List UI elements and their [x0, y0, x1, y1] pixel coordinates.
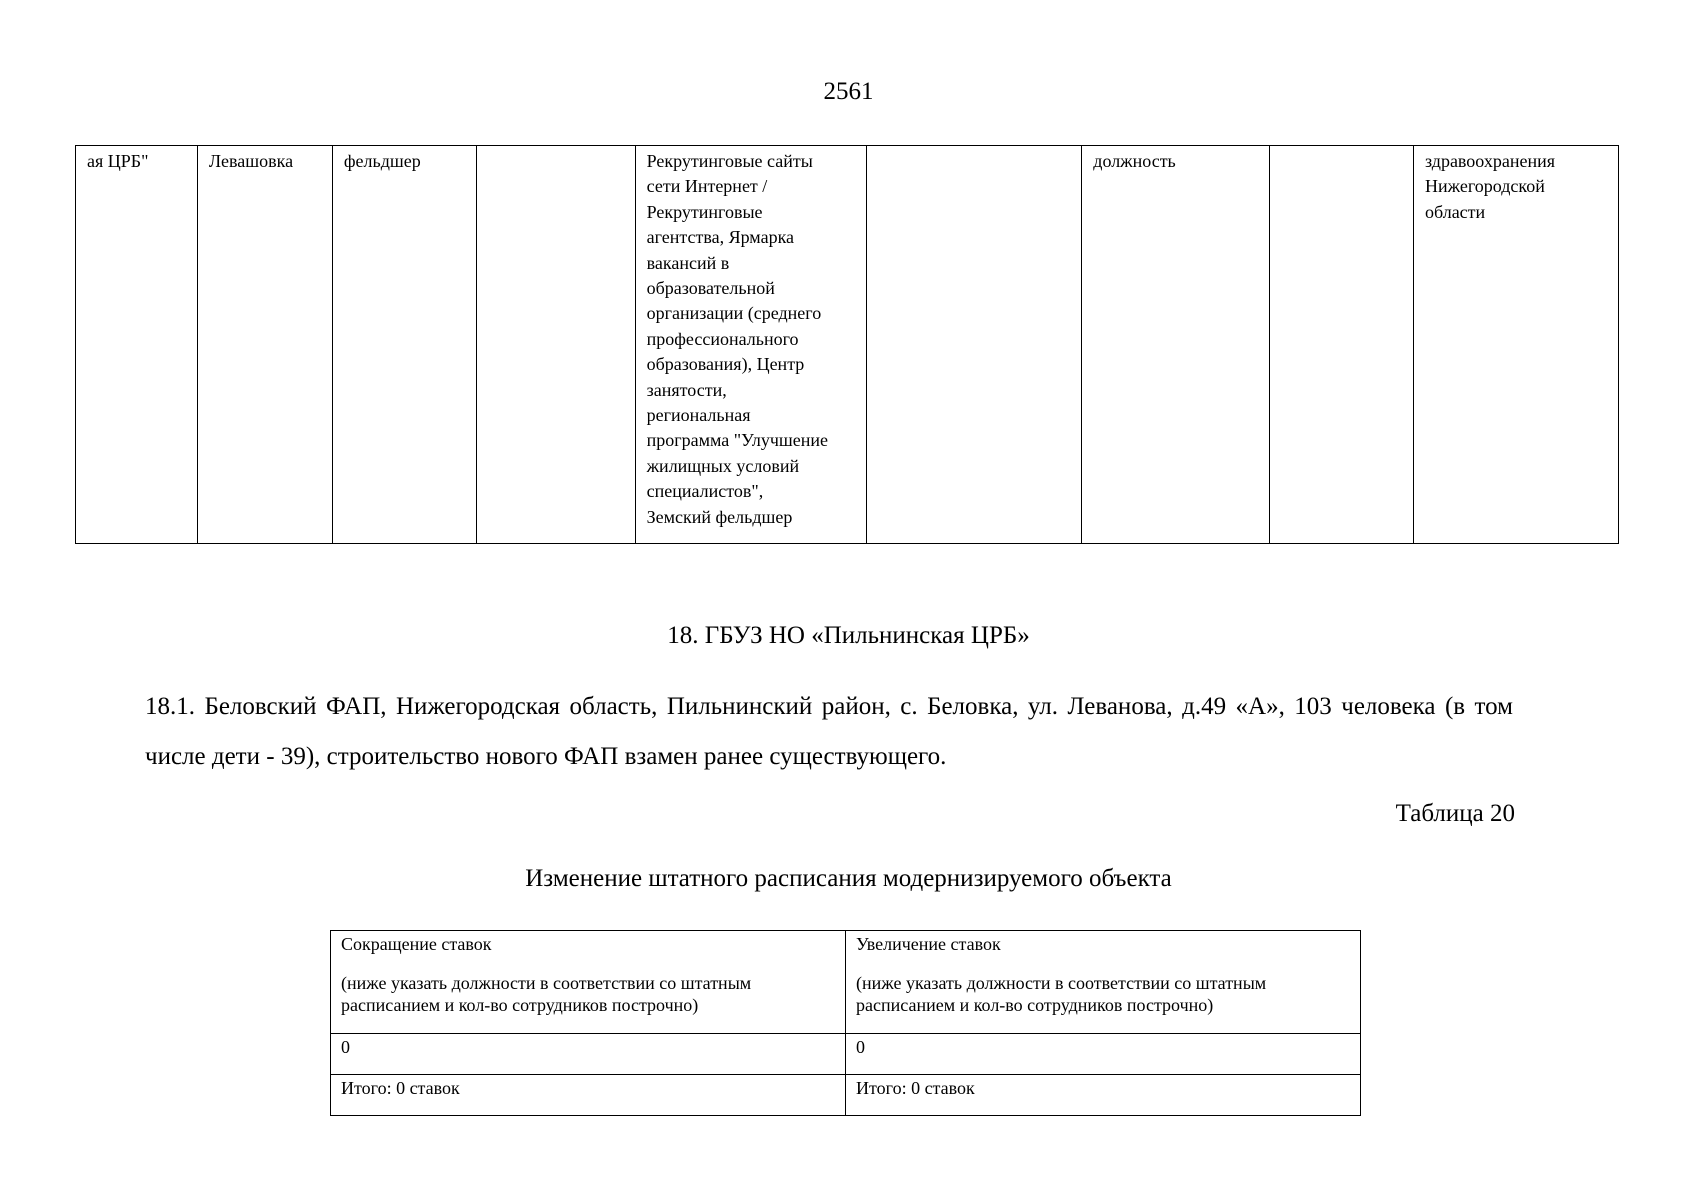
increase-value: 0	[846, 1034, 1361, 1075]
table-row	[76, 146, 1619, 544]
table-row	[331, 1075, 1361, 1116]
table-cell-authority: здравоохранения Нижегородской области	[1414, 146, 1619, 544]
table-cell-empty	[866, 146, 1082, 544]
increase-header: Увеличение ставок	[856, 934, 1001, 954]
page-number: 2561	[823, 78, 874, 105]
increase-note: (ниже указать должности в соответствии со штатным расписанием и кол-во сотрудников построчно)	[856, 973, 1267, 1015]
continuation-table	[75, 145, 1619, 544]
reduction-header-cell	[331, 931, 846, 1034]
table-number-label: Таблица 20	[1395, 800, 1515, 827]
section-title: 18. ГБУЗ НО «Пильнинская ЦРБ»	[667, 622, 1030, 649]
table-cell-position: фельдшер	[332, 146, 476, 544]
table-cell-organization: ая ЦРБ"	[76, 146, 198, 544]
reduction-total: Итого: 0 ставок	[331, 1075, 846, 1116]
table-cell-empty	[1270, 146, 1414, 544]
reduction-header: Сокращение ставок	[341, 934, 492, 954]
paragraph-text: 18.1. Беловский ФАП, Нижегородская область, Пильнинский район, с. Беловка, ул. Леванова, д.49 «А», 103 человека (в том числе дети - 39), строительство нового ФАП взамен ранее существующего.	[145, 693, 1513, 770]
staffing-change-table	[330, 930, 1361, 1116]
increase-header-cell	[846, 931, 1361, 1034]
increase-total: Итого: 0 ставок	[846, 1075, 1361, 1116]
table-caption: Изменение штатного расписания модернизируемого объекта	[525, 865, 1172, 892]
reduction-note: (ниже указать должности в соответствии со штатным расписанием и кол-во сотрудников построчно)	[341, 973, 752, 1015]
table-cell-empty	[476, 146, 635, 544]
table-row	[331, 1034, 1361, 1075]
table-cell-settlement: Левашовка	[197, 146, 332, 544]
table-cell-post: должность	[1082, 146, 1270, 544]
table-row	[331, 931, 1361, 1034]
table-cell-recruitment-sources: Рекрутинговые сайты сети Интернет / Рекрутинговые агентства, Ярмарка вакансий в образовательной организации (среднего профессионального образования), Центр занятости, региональная программа "Улучшение жилищных условий специалистов", Земский фельдшер	[635, 146, 866, 544]
reduction-value: 0	[331, 1034, 846, 1075]
